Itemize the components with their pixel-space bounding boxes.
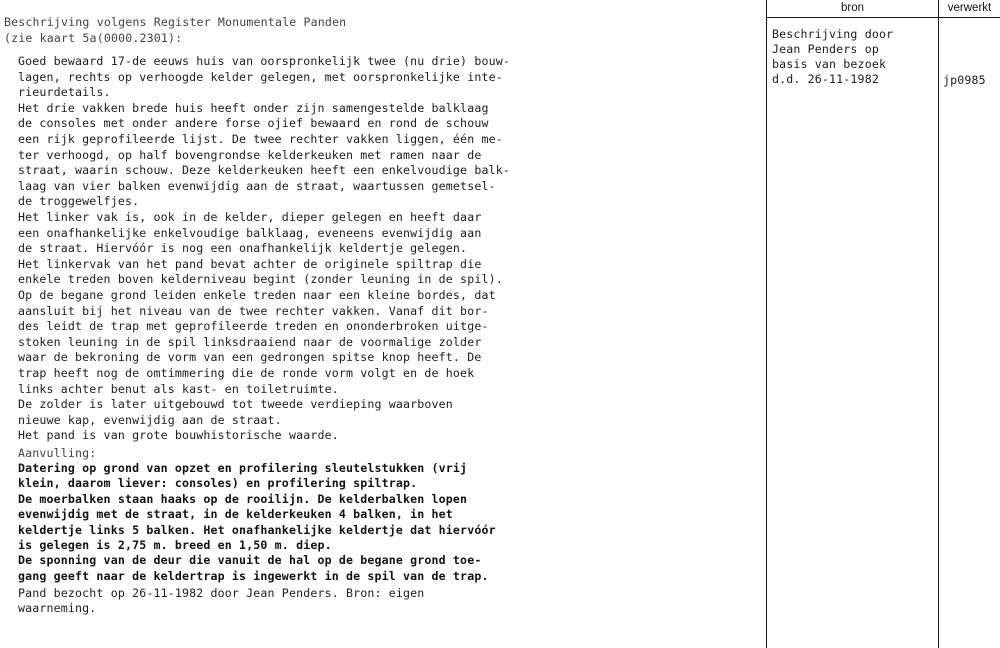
text-line: De zolder is later uitgebouwd tot tweede verdieping waarboven xyxy=(18,397,453,412)
text-line: waarneming. xyxy=(18,601,97,616)
text-line: stoken leuning in de spil linksdraaiend naar de voormalige zolder xyxy=(18,334,482,349)
text-line: Datering op grond van opzet en profilering sleutelstukken (vrij xyxy=(18,461,468,475)
text-line: keldertje links 5 balken. Het onafhankelijke keldertje dat hiervóór xyxy=(18,522,496,537)
verwerkt-cell: jp0985 xyxy=(943,73,986,87)
bron-line: basis van bezoek xyxy=(772,57,887,71)
text-line: links achter benut als kast- en toiletruimte. xyxy=(18,381,339,396)
bron-line: Jean Penders op xyxy=(772,42,879,56)
column-header-bron: bron xyxy=(840,2,865,14)
text-line: de straat. Hiervóór is nog een onafhankelijk keldertje gelegen. xyxy=(18,241,468,256)
text-line: straat, waarin schouw. Deze kelderkeuken heeft een enkelvoudige balk- xyxy=(18,163,510,178)
text-line: aansluit bij het niveau van de twee rechter vakken. Vanaf dit bor- xyxy=(18,303,489,318)
text-line: enkele treden boven kelderniveau begint (zonder leuning in de spil). xyxy=(18,272,503,287)
aanvulling-heading: Aanvulling: xyxy=(18,446,97,460)
text-line: Het drie vakken brede huis heeft onder zijn samengestelde balklaag xyxy=(18,100,489,115)
column-header-verwerkt: verwerkt xyxy=(947,2,992,14)
table-column-divider xyxy=(938,0,939,648)
text-line: evenwijdig met de straat, in de kelderkeuken 4 balken, in het xyxy=(18,507,453,522)
table-header-underline xyxy=(766,17,1000,18)
text-line: De moerbalken staan haaks op de rooilijn. De kelderbalken lopen xyxy=(18,491,468,506)
text-line: klein, daarom liever: consoles) en profilering spiltrap. xyxy=(18,476,418,491)
text-line: een onafhankelijke enkelvoudige balklaag, eveneens evenwijdig aan xyxy=(18,225,482,240)
text-line: waar de bekroning de vorm van een gedrongen spitse knop heeft. De xyxy=(18,350,482,365)
text-line: is gelegen is 2,75 m. breed en 1,50 m. diep. xyxy=(18,538,332,552)
header-subtitle: (zie kaart 5a(0000.2301): xyxy=(4,31,183,45)
text-line: Goed bewaard 17-de eeuws huis van oorspronkelijk twee (nu drie) bouw- xyxy=(18,54,510,68)
text-line: Het linkervak van het pand bevat achter de originele spiltrap die xyxy=(18,256,482,271)
text-line: Pand bezocht op 26-11-1982 door Jean Penders. Bron: eigen xyxy=(18,586,425,600)
text-line: rieurdetails. xyxy=(18,85,111,100)
text-line: Op de begane grond leiden enkele treden naar een kleine bordes, dat xyxy=(18,288,496,302)
text-line: Het pand is van grote bouwhistorische waarde. xyxy=(18,428,339,443)
bron-line: d.d. 26-11-1982 xyxy=(772,72,879,86)
text-line: des leidt de trap met geprofileerde treden en ononderbroken uitge- xyxy=(18,319,489,334)
text-line: laag van vier balken evenwijdig aan de straat, waartussen gemetsel- xyxy=(18,178,496,193)
text-line: de consoles met onder andere forse ojief bewaard en rond de schouw xyxy=(18,116,489,131)
text-line: nieuwe kap, evenwijdig aan de straat. xyxy=(18,412,282,427)
text-line: een rijk geprofileerde lijst. De twee rechter vakken liggen, één me- xyxy=(18,132,503,146)
text-line: Het linker vak is, ook in de kelder, dieper gelegen en heeft daar xyxy=(18,210,482,224)
text-line: de troggewelfjes. xyxy=(18,194,140,209)
text-line: lagen, rechts op verhoogde kelder gelegen, met oorspronkelijke inte- xyxy=(18,69,503,84)
text-line: trap heeft nog de omtimmering die de ronde vorm volgt en de hoek xyxy=(18,366,475,380)
text-line: gang geeft naar de keldertrap is ingewerkt in de spil van de trap. xyxy=(18,568,489,583)
table-left-border xyxy=(766,0,767,648)
header-title: Beschrijving volgens Register Monumentale Panden xyxy=(4,15,347,29)
bron-line: Beschrijving door xyxy=(772,27,894,41)
text-line: De sponning van de deur die vanuit de hal op de begane grond toe- xyxy=(18,553,482,568)
text-line: ter verhoogd, op half bovengrondse kelderkeuken met ramen naar de xyxy=(18,147,482,162)
